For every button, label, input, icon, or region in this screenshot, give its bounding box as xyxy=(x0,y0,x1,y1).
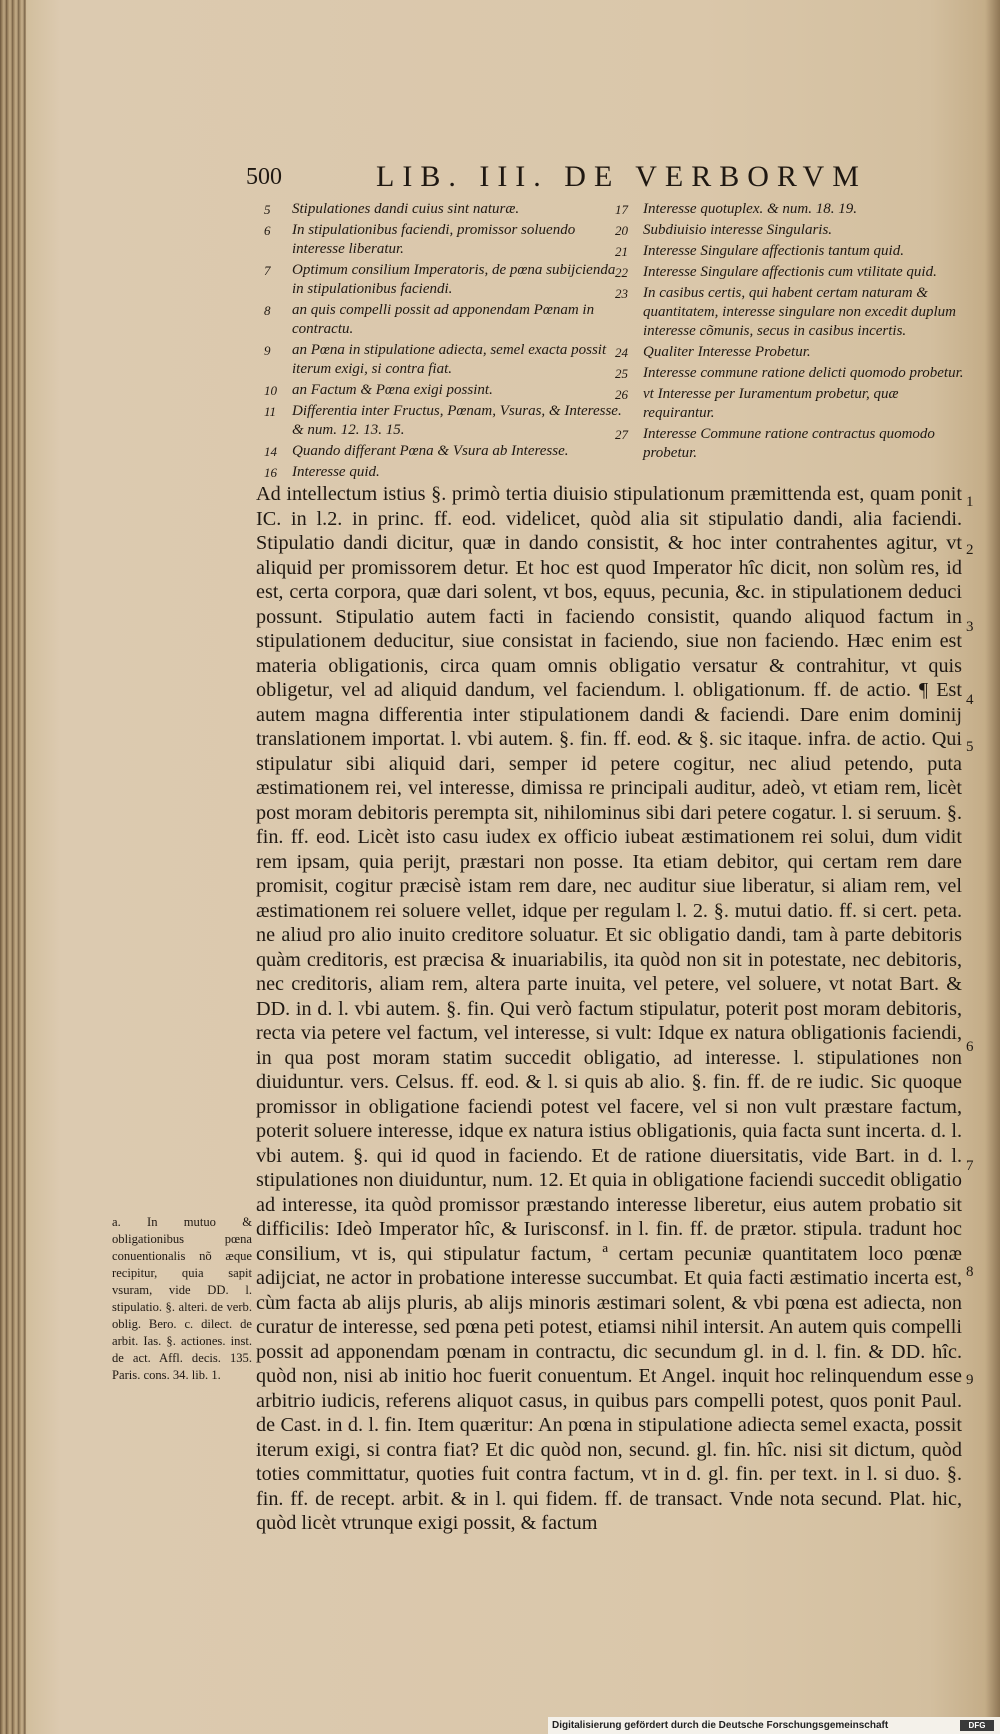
summary-number: 23 xyxy=(615,286,628,301)
summary-item xyxy=(615,284,967,341)
summary-text: Interesse Singulare affectionis tantum quid. xyxy=(643,243,904,259)
margin-number: 3 xyxy=(966,619,974,635)
page-number: 500 xyxy=(246,164,282,190)
summary-text: Differentia inter Fructus, Pœnam, Vsuras, & Interesse. & num. 12. 13. 15. xyxy=(292,403,622,438)
summary-item xyxy=(264,200,624,219)
dfg-logo: DFG xyxy=(960,1720,994,1731)
summary-number: 20 xyxy=(615,223,628,238)
margin-number: 4 xyxy=(966,692,974,708)
summary-number: 10 xyxy=(264,383,277,398)
summary-item xyxy=(615,200,967,219)
footer-text: Digitalisierung gefördert durch die Deutsche Forschungsgemeinschaft xyxy=(552,1720,889,1731)
summary-text: Quando differant Pœna & Vsura ab Interesse. xyxy=(292,443,569,459)
digitization-footer xyxy=(548,1717,1000,1734)
summary-item xyxy=(264,341,624,379)
summary-text: Interesse Singulare affectionis cum vtilitate quid. xyxy=(643,264,937,280)
summary-item xyxy=(615,242,967,261)
margin-number: 2 xyxy=(966,542,974,558)
summary-item xyxy=(264,381,624,400)
summary-text: an Pœna in stipulatione adiecta, semel exacta possit iterum exigi, si contra fiat. xyxy=(292,342,607,377)
summary-item xyxy=(615,364,967,383)
summary-text: vt Interesse per Iuramentum probetur, quæ requirantur. xyxy=(643,386,899,421)
summary-text: In casibus certis, qui habent certam naturam & quantitatem, interesse singulare non excedit duplum interesse cõmunis, secus in casibus incertis. xyxy=(643,285,957,339)
summary-number: 8 xyxy=(264,303,271,318)
summary-item xyxy=(264,301,624,339)
summary-text: Interesse quid. xyxy=(292,464,380,480)
summary-item xyxy=(264,402,624,440)
margin-number: 8 xyxy=(966,1264,974,1280)
summary-text: Qualiter Interesse Probetur. xyxy=(643,344,811,360)
summary-number: 26 xyxy=(615,387,628,402)
margin-number: 1 xyxy=(966,494,974,510)
page-header xyxy=(246,160,966,196)
summary-item xyxy=(615,343,967,362)
summary-number: 5 xyxy=(264,202,271,217)
summary-item xyxy=(615,263,967,282)
summary-number: 17 xyxy=(615,202,628,217)
summary-number: 27 xyxy=(615,427,628,442)
summary-number: 21 xyxy=(615,244,628,259)
summary-number: 22 xyxy=(615,265,628,280)
summary-list-left xyxy=(264,200,624,484)
summary-item xyxy=(615,385,967,423)
summary-number: 16 xyxy=(264,465,277,480)
margin-numbers xyxy=(966,482,990,1482)
summary-text: Stipulationes dandi cuius sint naturæ. xyxy=(292,201,520,217)
summary-item xyxy=(264,442,624,461)
margin-number: 7 xyxy=(966,1158,974,1174)
margin-number: 5 xyxy=(966,739,974,755)
summary-item xyxy=(264,463,624,482)
running-head: LIB. III. DE VERBORVM xyxy=(376,160,867,193)
summary-list-right xyxy=(615,200,967,465)
margin-number: 6 xyxy=(966,1039,974,1055)
summary-text: Subdiuisio interesse Singularis. xyxy=(643,222,833,238)
summary-number: 9 xyxy=(264,343,271,358)
summary-number: 14 xyxy=(264,444,277,459)
summary-text: Interesse commune ratione delicti quomodo probetur. xyxy=(643,365,964,381)
margin-number: 9 xyxy=(966,1372,974,1388)
summary-item xyxy=(264,261,624,299)
summary-number: 11 xyxy=(264,404,277,419)
summary-text: an quis compelli possit ad apponendam Pœnam in contractu. xyxy=(292,302,595,337)
summary-text: Interesse Commune ratione contractus quomodo probetur. xyxy=(643,426,935,461)
summary-text: Interesse quotuplex. & num. 18. 19. xyxy=(643,201,857,217)
summary-item xyxy=(264,221,624,259)
page-edge xyxy=(0,0,26,1734)
summary-number: 6 xyxy=(264,223,271,238)
summary-number: 24 xyxy=(615,345,628,360)
main-text xyxy=(256,482,962,1536)
summary-item xyxy=(615,425,967,463)
marginal-note: a. In mutuo & obligationibus pœna conuentionalis nõ æque recipitur, quia sapit vsuram, vide DD. l. stipulatio. §. alteri. de verb. oblig. Bero. c. dilect. de arbit. Ias. §. actiones. inst. de act. Affl. decis. 135. Paris. cons. 34. lib. 1. xyxy=(112,1215,252,1382)
summary-number: 7 xyxy=(264,263,271,278)
summary-text: In stipulationibus faciendi, promissor soluendo interesse liberatur. xyxy=(292,222,576,257)
summary-text: Optimum consilium Imperatoris, de pœna subijcienda in stipulationibus faciendi. xyxy=(292,262,616,297)
body-paragraph: Ad intellectum istius §. primò tertia diuisio stipulationum præmittenda est, quam ponit IC. in l.2. in princ. ff. eod. videlicet, quòd alia sit stipulatio dandi, alia faciendi. Stipulatio dandi dicitur, quæ in dando consistit, & hoc inter contrahentes agitur, vt aliquid per promissorem detur. Et hoc est quod Imperator hîc dicit, non solùm res, id est, certa corpora, quæ dari solent, vt bos, equus, pecunia, &c. in stipulationem deduci possunt. Stipulatio autem facti in faciendo consistit, quando aliquod factum in stipulationem deducitur, siue consistat in faciendo, siue non faciendo. Hæc enim est materia obligationis, circa quam omnis obligatio versatur & contrahitur, vt quis obligetur, vel ad aliquid dandum, vel faciendum. l. obligationum. ff. de actio. ¶ Est autem magna differentia inter stipulationem dandi & faciendi. Dare enim dominij translationem importat. l. vbi autem. §. fin. ff. eod. & §. sic itaque. infra. de actio. Qui stipulatur sibi aliquid dari, semper id petere cogitur, nec aliud petendo, puta æstimationem rei, vel interesse, dimissa re principali auditur, adeò, vt etiam rem, licèt post moram debitoris perempta sit, nihilominus sibi dari petere cogatur. l. si seruum. §. fin. ff. eod. Licèt isto casu iudex ex officio iubeat æstimationem rei solui, dum vidit rem ipsam, quia perijt, præstari non posse. Ita etiam debitor, qui certam rem dare promisit, cogitur præcisè istam rem dare, nec auditur siue liberatur, si aliam rem, vel æstimationem rei soluere vellet, idque per regulam l. 2. §. mutui datio. ff. si cert. peta. ne aliud pro alio inuito creditore soluatur. Et sic obligatio dandi, tam à parte debitoris quàm creditoris, est præcisa & inuariabilis, ita quòd non sit in potestate, nec debitoris, nec creditoris, aliam rem, altera parte inuita, vel petere, vel soluere, vt notat Bart. & DD. in d. l. vbi autem. §. fin. Qui verò factum stipulatur, poterit post moram debitoris, recta via petere vel factum, vel interesse, si vult: Idque ex natura obligationis faciendi, in qua post moram statim succedit obligatio, ad interesse. l. stipulationes non diuiduntur. vers. Celsus. ff. eod. & l. si quis ab alio. §. fin. ff. de re iudic. Sic quoque promissor in obligatione faciendi potest vel facere, vel si non vult præstare factum, poterit soluere interesse, idque ex natura istius obligationis, quia facta sunt incerta. d. l. vbi autem. §. qui id quod in faciendo. Et de ratione diuersitatis, vide Bart. in d. l. stipulationes non diuiduntur, num. 12. Et quia in obligatione faciendi succedit obligatio ad interesse, ita quòd promissor præstando interesse liberetur, eius autem probatio sit difficilis: Ideò Imperator hîc, & Iurisconsf. in l. fin. ff. de prætor. stipula. tradunt hoc consilium, vt is, qui stipulatur factum, ª certam pecuniæ quantitatem loco pœnæ adijciat, ne actor in probatione interesse succumbat. Et quia facti æstimatio incerta est, cùm facta ab alijs pluris, ab alijs minoris æstimari solent, & vbi pœna est adiecta, non curatur de interesse, sed pœna peti potest, etiamsi nihil intersit. An autem quis compelli possit ad apponendam pœnam in contractu, dic secundum gl. in d. l. fin. & DD. hîc. quòd non, nisi ab initio hoc fuerit conuentum. Et Angel. inquit hoc relinquendum esse arbitrio iudicis, referens aliquot casus, in quibus pars compelli potest, quos ponit Paul. de Cast. in d. l. fin. Item quæritur: An pœna in stipulatione adiecta semel exacta, possit iterum exigi, si contra fiat? Et dic quòd non, secund. gl. fin. hîc. nisi sit dictum, quòd toties committatur, quoties fuit contra factum, vt in d. gl. fin. per text. in l. si duo. §. fin. ff. de recept. arbit. & in l. qui fidem. ff. de transact. Vnde nota secund. Plat. hic, quòd licèt vtrunque exigi possit, & factum xyxy=(256,483,962,1534)
summary-number: 25 xyxy=(615,366,628,381)
summary-text: an Factum & Pœna exigi possint. xyxy=(292,382,493,398)
summary-item xyxy=(615,221,967,240)
